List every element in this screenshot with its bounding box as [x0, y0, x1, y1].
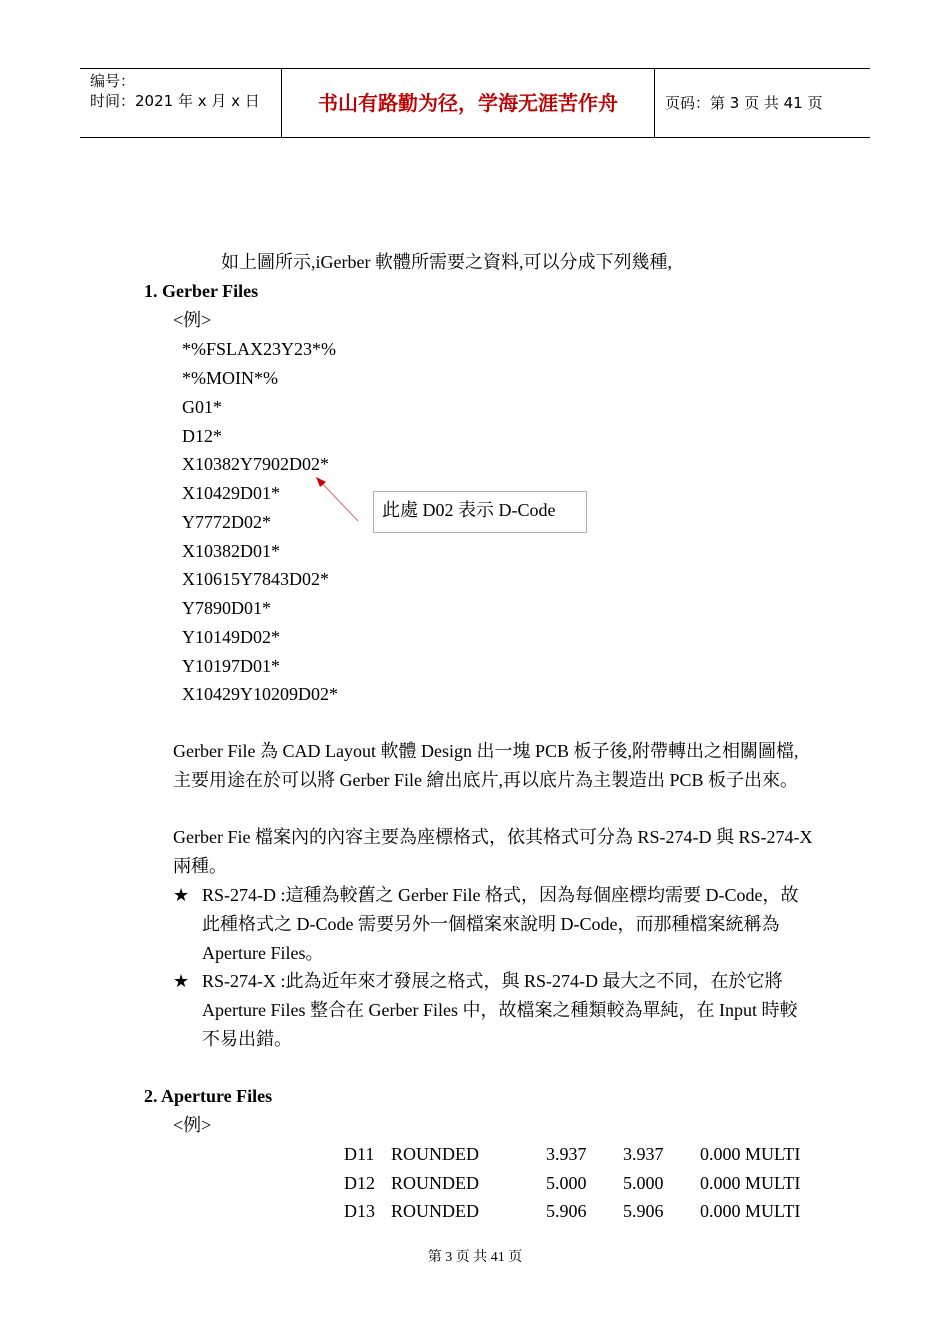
aperture-cell: 0.000 MULTI [700, 1173, 801, 1193]
section1-example-label: <例> [173, 310, 212, 330]
code-line: Y7772D02* [182, 512, 271, 532]
code-line: X10382Y7902D02* [182, 454, 329, 474]
date-label: 时间：2021 年 x 月 x 日 [90, 92, 260, 110]
star-icon: ★ [173, 885, 190, 905]
page-footer: 第 3 页 共 41 页 [427, 1250, 523, 1265]
code-line: G01* [182, 397, 222, 417]
star-icon: ★ [173, 971, 190, 991]
header-page-info: 页码：第 3 页 共 41 页 [665, 94, 823, 112]
section1-heading: 1. Gerber Files [144, 281, 259, 301]
section2-example-label: <例> [173, 1115, 212, 1135]
paragraph-gerber-description: Gerber File 為 CAD Layout 軟體 Design 出一塊 PCB 板子後,附帶轉出之相關圖檔,主要用途在於可以將 Gerber File 繪出底片,再以底片為主製造出 PCB 板子出來。 [173, 741, 799, 790]
callout-box [373, 491, 587, 533]
header-divider [654, 69, 655, 137]
aperture-cell: 5.906 [546, 1201, 587, 1221]
code-line: *%MOIN*% [182, 368, 278, 388]
bullet-rs274x [173, 967, 813, 1054]
code-line: D12* [182, 426, 222, 446]
code-line: Y10149D02* [182, 627, 280, 647]
intro-text: 如上圖所示,iGerber 軟體所需要之資料,可以分成下列幾種, [221, 252, 672, 272]
header-meta [90, 71, 260, 111]
callout-arrow [300, 470, 380, 530]
aperture-cell: D13 [344, 1201, 375, 1221]
bullet-text: RS-274-D :這種為較舊之 Gerber File 格式，因為每個座標均需要 D-Code，故此種格式之 D-Code 需要另外一個檔案來說明 D-Code，而那種檔案統稱為 Aperture Files。 [202, 885, 799, 963]
section2-heading: 2. Aperture Files [144, 1086, 273, 1106]
aperture-cell: ROUNDED [391, 1173, 479, 1193]
aperture-cell: 3.937 [623, 1144, 664, 1164]
bullet-rs274d [173, 881, 813, 968]
aperture-cell: 5.906 [623, 1201, 664, 1221]
callout-text: 此處 D02 表示 D-Code [382, 500, 556, 520]
aperture-cell: 3.937 [546, 1144, 587, 1164]
bullet-text: RS-274-X :此為近年來才發展之格式，與 RS-274-D 最大之不同，在於它將 Aperture Files 整合在 Gerber Files 中，故檔案之種類較為單純，在 Input 時較不易出錯。 [202, 971, 798, 1049]
code-line: Y7890D01* [182, 598, 271, 618]
aperture-cell: 5.000 [623, 1173, 664, 1193]
arrow-line [320, 481, 358, 521]
aperture-cell: 0.000 MULTI [700, 1144, 801, 1164]
paragraph-format-types: Gerber Fie 檔案內的內容主要為座標格式，依其格式可分為 RS-274-D 與 RS-274-X 兩種。 [173, 827, 813, 876]
aperture-cell: 5.000 [546, 1173, 587, 1193]
aperture-cell: ROUNDED [391, 1201, 479, 1221]
aperture-cell: ROUNDED [391, 1144, 479, 1164]
motto: 书山有路勤为径，学海无涯苦作舟 [318, 91, 618, 115]
number-label: 编号： [90, 72, 136, 90]
code-line: X10429Y10209D02* [182, 684, 338, 704]
aperture-cell: D11 [344, 1144, 375, 1164]
code-line: X10615Y7843D02* [182, 569, 329, 589]
aperture-cell: 0.000 MULTI [700, 1201, 801, 1221]
aperture-cell: D12 [344, 1173, 375, 1193]
header-table [80, 68, 870, 138]
code-line: X10382D01* [182, 541, 280, 561]
code-line: *%FSLAX23Y23*% [182, 339, 337, 359]
code-line: X10429D01* [182, 483, 280, 503]
code-line: Y10197D01* [182, 656, 280, 676]
